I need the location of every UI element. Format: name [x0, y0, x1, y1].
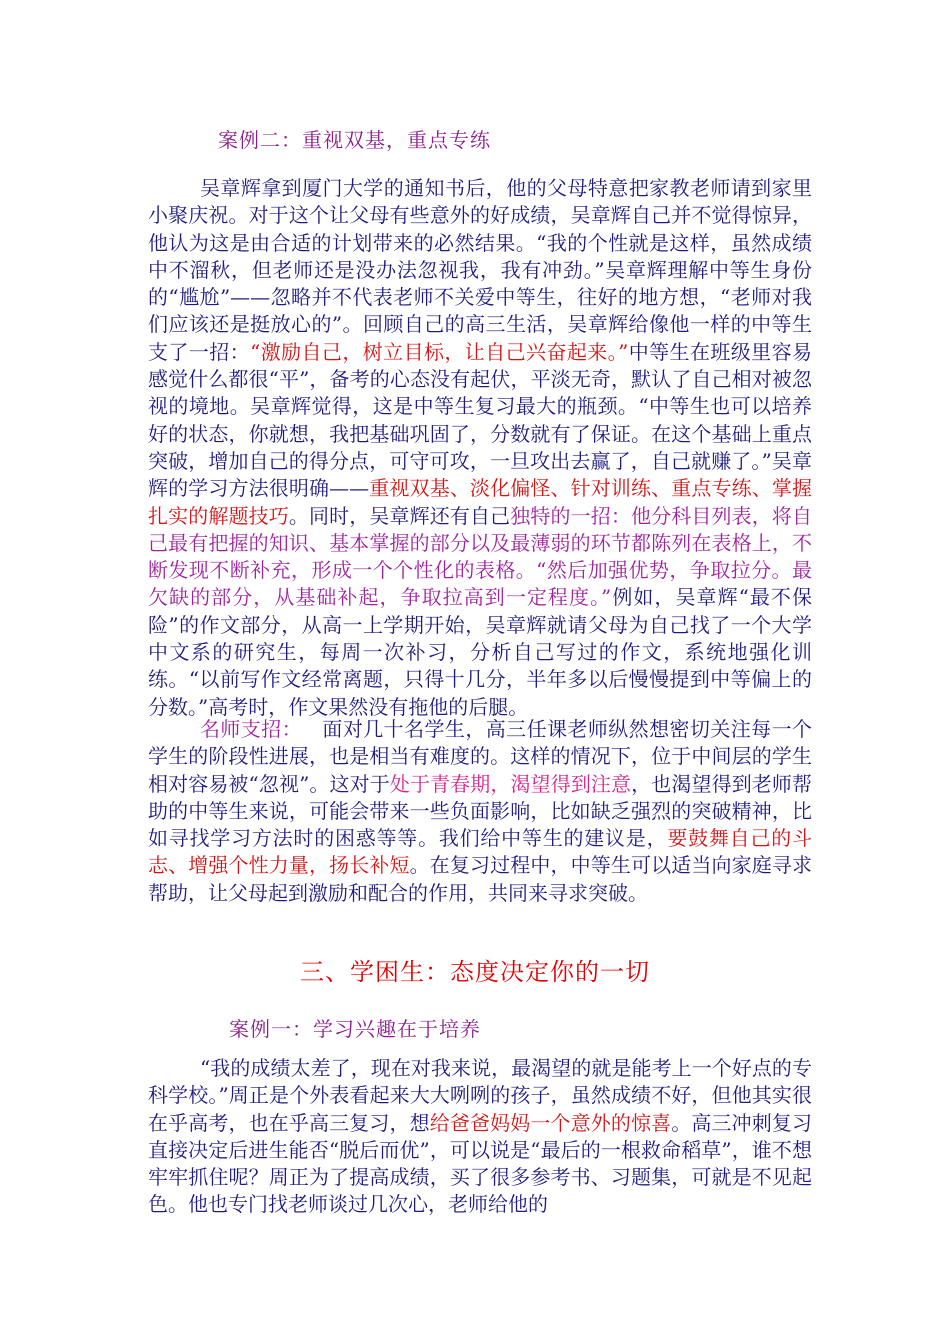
case-two-highlight-table: 独特的一招：他分科目列表，将自己最有把握的知识、基本掌握的部分以及最薄弱的环节都陈列在表格上，不断发现不断补充，形成一个个性化的表格。“然后加强优势，争取拉分。最欠缺的部分，从基础补起，争取拉高到一定程度。”	[148, 503, 812, 610]
teacher-tip-text-1: 面对几十名学生，高三任课老师纵然想密切关注每一个学生的阶段性进展，也是相当有难度的。这样的情况下，位于中间层的学生相对容易被“忽视”。这对于	[148, 717, 813, 796]
teacher-tip-text-3: 。在复习过程中，中等生可以适当向家庭寻求帮助，让父母起到激励和配合的作用，共同来寻求突破。	[148, 853, 812, 905]
teacher-tip-highlight-adolescence: 处于青春期，渴望得到注意	[389, 771, 632, 796]
teacher-tip-text-2: ，也渴望得到老师帮助的中等生来说，可能会带来一些负面影响，比如缺乏强烈的突破精神，比如寻找学习方法时的困惑等等。我们给中等生的建议是，	[148, 771, 813, 851]
case-one-highlight-surprise: 给爸爸妈妈一个意外的惊喜	[429, 1110, 672, 1135]
case-two-title: 案例二：重视双基，重点专练	[218, 128, 491, 152]
case-one-text-1: “我的成绩太差了，现在对我来说，最渴望的就是能考上一个好点的专科学校。”周正是个外表看起来大大咧咧的孩子，虽然成绩不好，但他其实很在乎高考，也在乎高三复习，想	[148, 1056, 812, 1135]
case-two-highlight-method: 重视双基、淡化偏怪、针对训练、重点专练、掌握扎实的解题技巧	[148, 476, 813, 528]
case-two-text-3: 。同时，吴章辉还有自己	[288, 503, 511, 528]
case-one-title: 案例一：学习兴趣在于培养	[229, 1017, 481, 1041]
case-two-paragraph	[148, 175, 812, 721]
case-two-text-1: 吴章辉拿到厦门大学的通知书后，他的父母特意把家教老师请到家里小聚庆祝。对于这个让父母有些意外的好成绩，吴章辉自己并不觉得惊异，他认为这是由合适的计划带来的必然结果。“我的个性就是这样，虽然成绩中不溜秋，但老师还是没办法忽视我，我有冲劲。”吴章辉理解中等生身份的“尴尬”——忽略并不代表老师不关爱中等生，往好的地方想，“老师对我们应该还是挺放心的”。回顾自己的高三生活，吴章辉给像他一样的中等生支了一招：	[148, 176, 812, 364]
teacher-tip-label: 名师支招：	[200, 717, 303, 741]
case-one-text-2: 。高三冲刺复习直接决定后进生能否“脱后而优”，可以说是“最后的一根救命稻草”，谁不想牢牢抓住呢？周正为了提高成绩，买了很多参考书、习题集，可就是不见起色。他也专门找老师谈过几次心，老师给他的	[148, 1110, 812, 1217]
teacher-tip-paragraph	[148, 716, 812, 907]
teacher-tip-highlight-advice: 要鼓舞自己的斗志、增强个性力量，扬长补短	[148, 826, 813, 878]
case-two-text-4: 例如，吴章辉“最不保险”的作文部分，从高一上学期开始，吴章辉就请父母为自己找了一个大学中文系的研究生，每周一次补习，分析自己写过的作文，系统地强化训练。“以前写作文经常离题，只得十几分，半年多以后慢慢提到中等偏上的分数。”高考时，作文果然没有拖他的后腿。	[148, 585, 812, 719]
case-one-paragraph	[148, 1055, 812, 1219]
case-two-highlight-motivate: “激励自己，树立目标，让自己兴奋起来。”	[250, 339, 629, 364]
case-two-text-2: 中等生在班级里容易感觉什么都很“平”，备考的心态没有起伏，平淡无奇，默认了自己相对被忽视的境地。吴章辉觉得，这是中等生复习最大的瓶颈。“中等生也可以培养好的状态，你就想，我把基础巩固了，分数就有了保证。在这个基础上重点突破，增加自己的得分点，可守可攻，一旦攻出去赢了，自己就赚了。”吴章辉的学习方法很明确——	[148, 339, 813, 501]
section-three-heading: 三、学困生：态度决定你的一切	[300, 958, 650, 986]
